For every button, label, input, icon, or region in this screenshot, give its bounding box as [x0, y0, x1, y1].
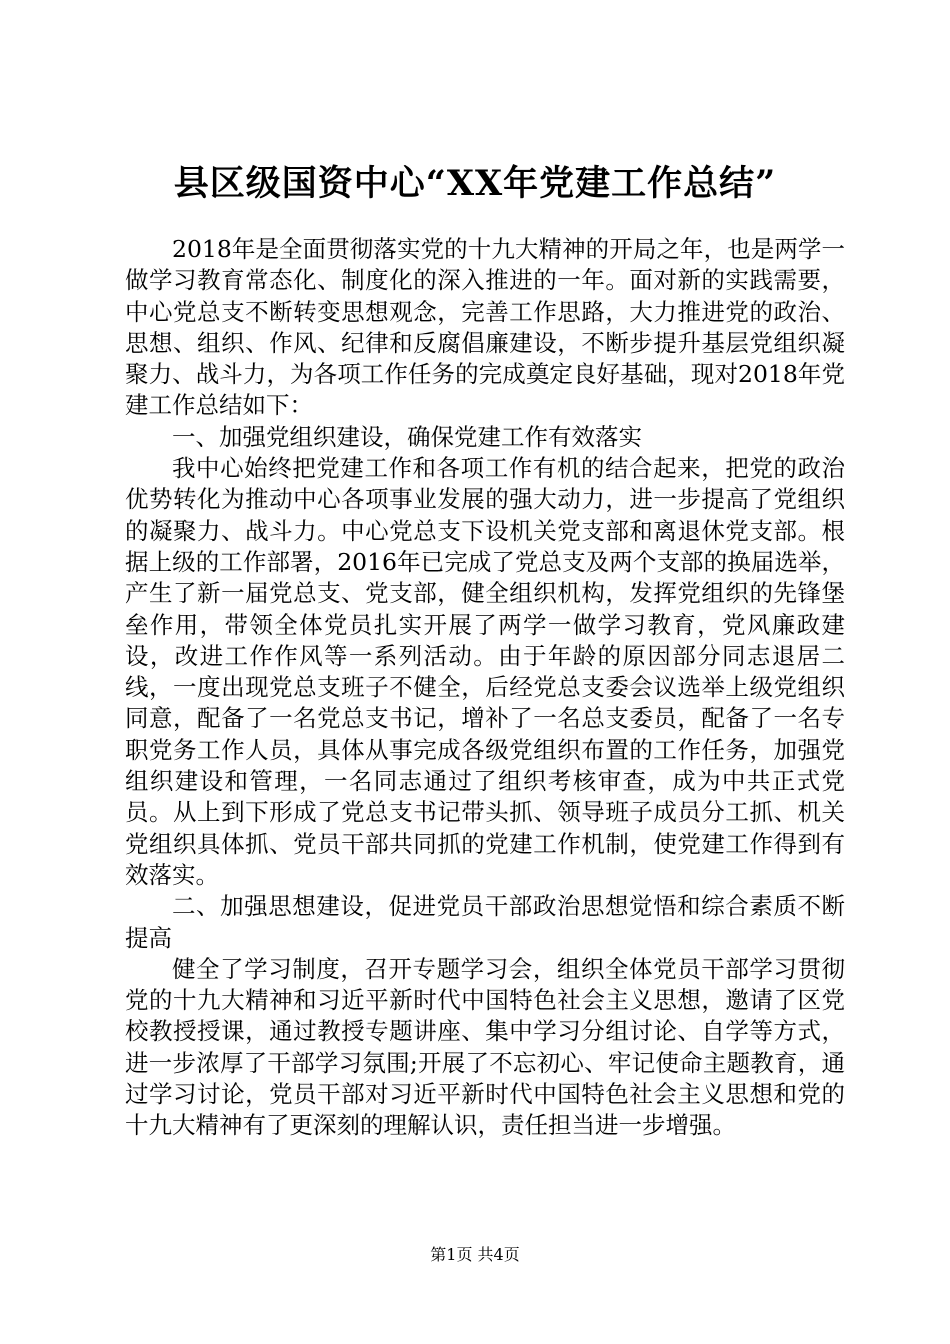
document-body: [125, 234, 845, 1142]
page-footer: 第1页 共4页: [430, 1245, 520, 1264]
section-heading-2: 二、加强思想建设，促进党员干部政治思想觉悟和综合素质不断提高: [125, 892, 845, 952]
section-heading-1: 一、加强党组织建设，确保党建工作有效落实: [172, 422, 642, 451]
document-title: 县区级国资中心“XX年党建工作总结”: [173, 163, 777, 204]
intro-paragraph: 2018年是全面贯彻落实党的十九大精神的开局之年，也是两学一做学习教育常态化、制度化的深入推进的一年。面对新的实践需要，中心党总支不断转变思想观念，完善工作思路，大力推进党的政治、思想、组织、作风、纪律和反腐倡廉建设，不断步提升基层党组织凝聚力、战斗力，为各项工作任务的完成奠定良好基础，现对2018年党建工作总结如下：: [125, 235, 845, 420]
section-1-paragraph: 我中心始终把党建工作和各项工作有机的结合起来，把党的政治优势转化为推动中心各项事业发展的强大动力，进一步提高了党组织的凝聚力、战斗力。中心党总支下设机关党支部和离退休党支部。根据上级的工作部署，2016年已完成了党总支及两个支部的换届选举，产生了新一届党总支、党支部，健全组织机构，发挥党组织的先锋堡垒作用，带领全体党员扎实开展了两学一做学习教育，党风廉政建设，改进工作作风等一系列活动。由于年龄的原因部分同志退居二线，一度出现党总支班子不健全，后经党总支委会议选举上级党组织同意，配备了一名党总支书记，增补了一名总支委员，配备了一名专职党务工作人员，具体从事完成各级党组织布置的工作任务，加强党组织建设和管理，一名同志通过了组织考核审查，成为中共正式党员。从上到下形成了党总支书记带头抓、领导班子成员分工抓、机关党组织具体抓、党员干部共同抓的党建工作机制，使党建工作得到有效落实。: [125, 454, 845, 889]
section-2-paragraph: 健全了学习制度，召开专题学习会，组织全体党员干部学习贯彻党的十九大精神和习近平新时代中国特色社会主义思想，邀请了区党校教授授课，通过教授专题讲座、集中学习分组讨论、自学等方式，进一步浓厚了干部学习氛围;开展了不忘初心、牢记使命主题教育，通过学习讨论，党员干部对习近平新时代中国特色社会主义思想和党的十九大精神有了更深刻的理解认识，责任担当进一步增强。: [125, 954, 845, 1140]
